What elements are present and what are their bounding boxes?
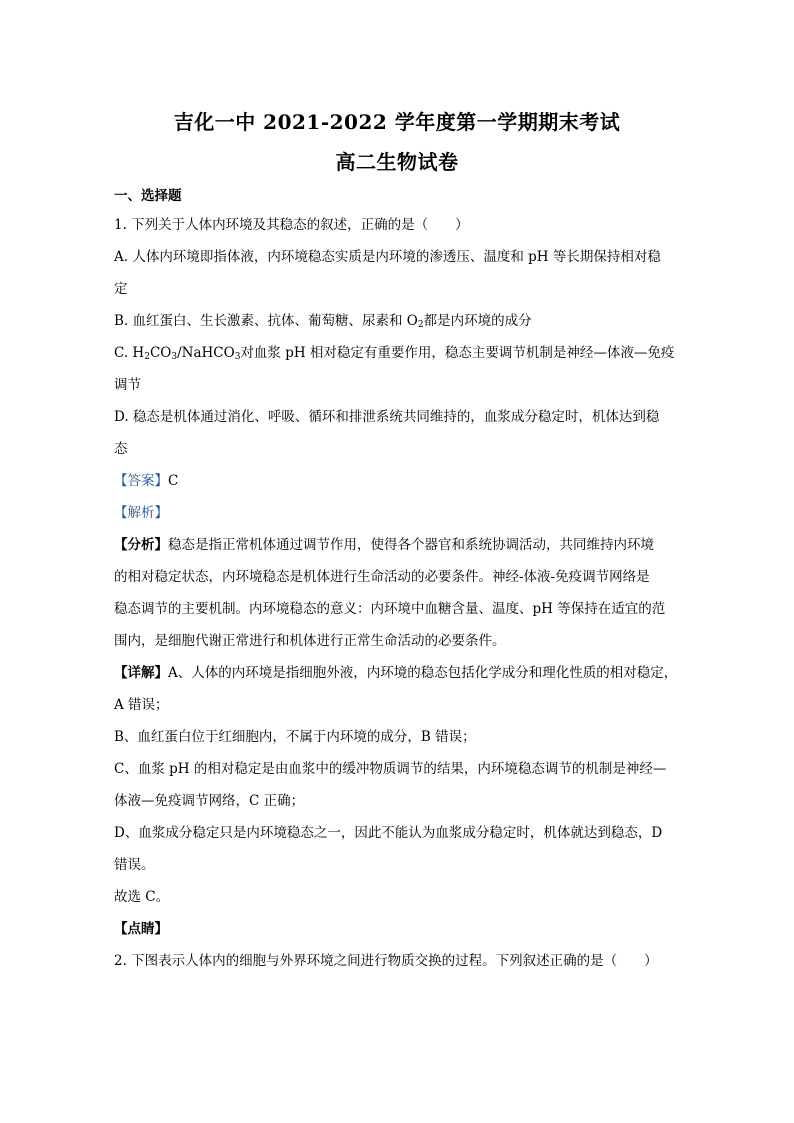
question-2-stem: 2. 下图表示人体内的细胞与外界环境之间进行物质交换的过程。下列叙述正确的是（ ） [114,953,658,969]
fenxi-line-4: 围内，是细胞代谢正常进行和机体进行正常生命活动的必要条件。 [114,633,506,649]
fenxi-line-2: 的相对稳定状态，内环境稳态是机体进行生命活动的必要条件。神经-体液-免疫调节网络是 [114,569,650,585]
option-c-text-nahco: /NaHCO [177,345,235,361]
fenxi-line-1 [114,536,684,554]
detail-line-5: 体液—免疫调节网络，C 正确； [114,793,305,809]
option-b-subscript: 2 [417,320,424,330]
comment-tag: 【点睛】 [114,921,168,937]
answer-row [114,472,684,490]
fenxi-line-3: 稳态调节的主要机制。内环境稳态的意义：内环境中血糖含量、温度、pH 等保持在适宜的范 [114,601,666,617]
option-c-line-2: 调节 [114,377,141,393]
question-1-stem: 1. 下列关于人体内环境及其稳态的叙述，正确的是（ ） [114,217,469,233]
option-d-line-1: D. 稳态是机体通过消化、呼吸、循环和排泄系统共同维持的，血浆成分稳定时，机体达到稳 [114,409,660,425]
option-c-text-co: CO [149,345,172,361]
detail-tag: 【详解】 [114,665,168,681]
analysis-tag: 【解析】 [114,505,168,521]
detail-line-2: A 错误； [114,697,169,713]
option-c-text-end: 对血浆 pH 相对稳定有重要作用，稳态主要调节机制是神经—体液—免疫 [240,345,675,361]
option-b-text-end: 都是内环境的成分 [423,313,532,329]
detail-line-4: C、血浆 pH 的相对稳定是由血浆中的缓冲物质调节的结果，内环境稳态调节的机制是神经— [114,761,667,777]
option-c-text-start: C. H [114,345,145,361]
detail-line-6: D、血浆成分稳定只是内环境稳态之一，因此不能认为血浆成分稳定时，机体就达到稳态，D [114,825,663,841]
option-d-line-2: 态 [114,441,128,457]
fenxi-text-1: 稳态是指正常机体通过调节作用，使得各个器官和系统协调活动，共同维持内环境 [168,537,654,553]
option-b [114,312,684,330]
detail-text-1: A、人体的内环境是指细胞外液，内环境的稳态包括化学成分和理化性质的相对稳定， [168,665,678,681]
answer-value: C [168,473,179,489]
option-c-subscript-3: 3 [234,352,241,362]
section-heading: 一、选择题 [114,188,182,204]
fenxi-tag: 【分析】 [114,537,168,553]
option-a-line-1: A. 人体内环境即指体液，内环境稳态实质是内环境的渗透压、温度和 pH 等长期保持相对稳 [114,249,661,265]
detail-line-7: 错误。 [114,857,155,873]
option-a-line-2: 定 [114,281,128,297]
detail-line-3: B、血红蛋白位于红细胞内，不属于内环境的成分，B 错误； [114,729,476,745]
option-c-line-1 [114,344,684,362]
exam-subtitle: 高二生物试卷 [335,150,459,174]
option-c-subscript-1: 2 [144,352,150,362]
detail-line-1 [114,664,684,682]
option-c-subscript-2: 3 [171,352,178,362]
exam-title: 吉化一中 2021-2022 学年度第一学期期末考试 [173,110,621,134]
option-b-text-start: B. 血红蛋白、生长激素、抗体、葡萄糖、尿素和 O [114,313,418,329]
answer-tag: 【答案】 [114,473,168,489]
conclusion: 故选 C。 [114,889,170,905]
